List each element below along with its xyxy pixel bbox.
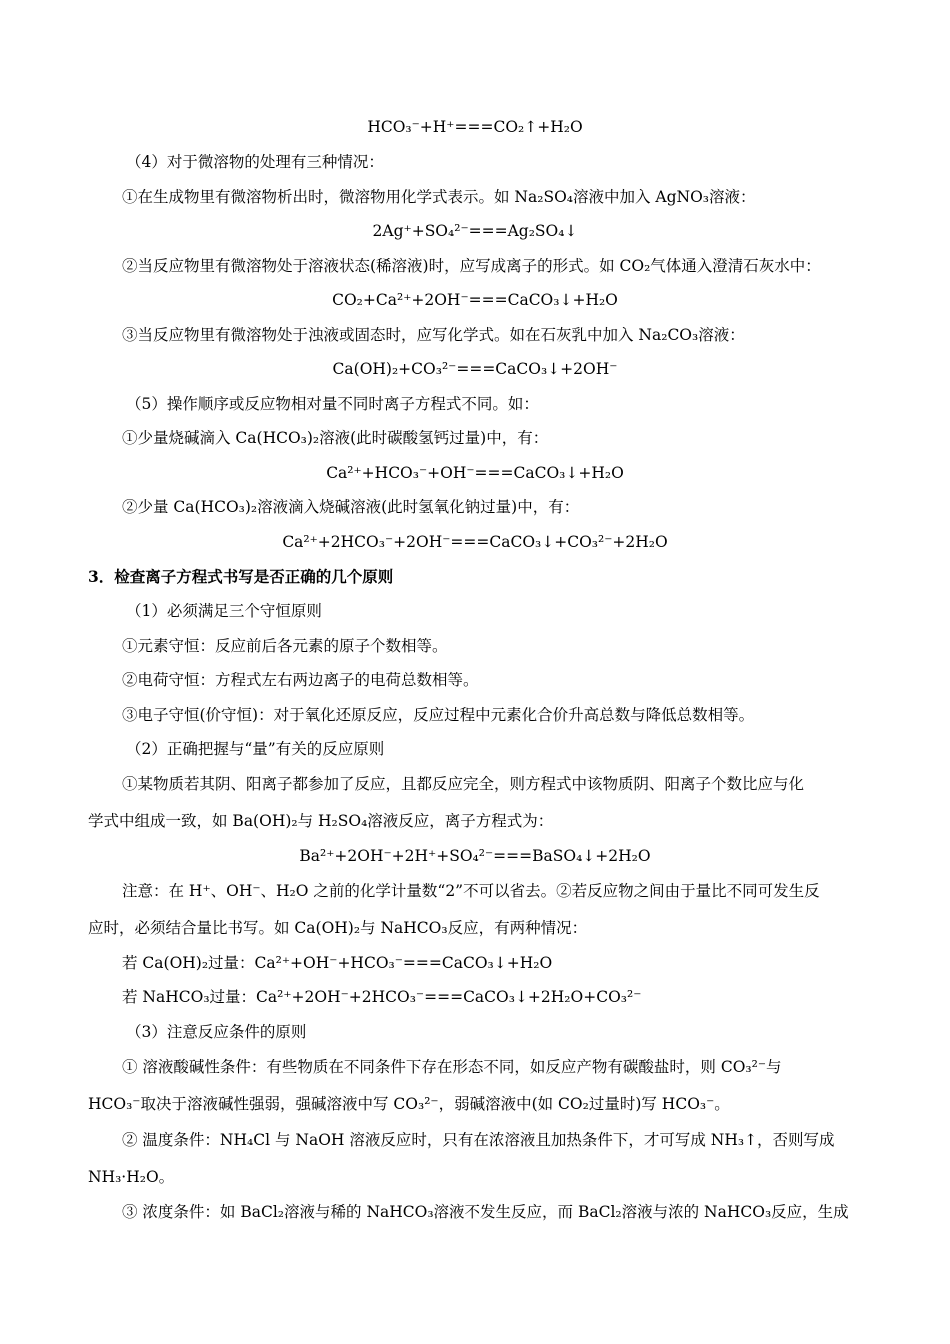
charge-conservation: ②电荷守恒：方程式左右两边离子的电荷总数相等。 [122, 671, 479, 689]
acidity-condition-line-2: HCO₃⁻取决于溶液碱性强弱，强碱溶液中写 CO₃²⁻，弱碱溶液中(如 CO₂过量时)写 HCO₃⁻。 [88, 1095, 730, 1113]
principle-1-heading: （1）必须满足三个守恒原则 [126, 602, 322, 620]
acidity-condition-line-1: ① 溶液酸碱性条件：有些物质在不同条件下存在形态不同，如反应产物有碳酸盐时，则 CO₃²⁻与 [122, 1058, 782, 1076]
equation-order-1: Ca²⁺+HCO₃⁻+OH⁻===CaCO₃↓+H₂O [326, 464, 624, 482]
section-3-heading: 3．检查离子方程式书写是否正确的几个原则 [88, 567, 394, 586]
note-text-line-1: 注意：在 H⁺、OH⁻、H₂O 之前的化学计量数“2”不可以省去。②若反应物之间由于量比不同可发生反 [122, 882, 820, 900]
equation-baso4: Ba²⁺+2OH⁻+2H⁺+SO₄²⁻===BaSO₄↓+2H₂O [299, 847, 651, 865]
order-case-2-text: ②少量 Ca(HCO₃)₂溶液滴入烧碱溶液(此时氢氧化钠过量)中，有： [122, 498, 580, 516]
section-4-heading: （4）对于微溶物的处理有三种情况： [126, 153, 384, 171]
equation-caoh2-co3: Ca(OH)₂+CO₃²⁻===CaCO₃↓+2OH⁻ [332, 360, 618, 378]
concentration-condition-line: ③ 浓度条件：如 BaCl₂溶液与稀的 NaHCO₃溶液不发生反应，而 BaCl₂溶液与浓的 NaHCO₃反应，生成 [122, 1203, 849, 1221]
equation-hco3-h: HCO₃⁻+H⁺===CO₂↑+H₂O [367, 118, 583, 136]
element-conservation: ①元素守恒：反应前后各元素的原子个数相等。 [122, 637, 448, 655]
equation-order-2: Ca²⁺+2HCO₃⁻+2OH⁻===CaCO₃↓+CO₃²⁻+2H₂O [282, 533, 668, 551]
principle-2-heading: （2）正确把握与“量”有关的反应原则 [126, 740, 385, 758]
case-3-text: ③当反应物里有微溶物处于浊液或固态时，应写化学式。如在石灰乳中加入 Na₂CO₃溶液： [122, 326, 745, 344]
case-2-text: ②当反应物里有微溶物处于溶液状态(稀溶液)时，应写成离子的形式。如 CO₂气体通入澄清石灰水中： [122, 257, 821, 275]
temperature-condition-line-1: ② 温度条件：NH₄Cl 与 NaOH 溶液反应时，只有在浓溶液且加热条件下，才可写成 NH₃↑，否则写成 [122, 1131, 835, 1149]
equation-co2-limewater: CO₂+Ca²⁺+2OH⁻===CaCO₃↓+H₂O [332, 291, 618, 309]
quantity-text-line-1: ①某物质若其阴、阳离子都参加了反应，且都反应完全，则方程式中该物质阴、阳离子个数比应与化 [122, 775, 805, 793]
order-case-1-text: ①少量烧碱滴入 Ca(HCO₃)₂溶液(此时碳酸氢钙过量)中，有： [122, 429, 549, 447]
nahco3-excess-equation: 若 NaHCO₃过量：Ca²⁺+2OH⁻+2HCO₃⁻===CaCO₃↓+2H₂O+CO₃²⁻ [122, 988, 642, 1006]
quantity-text-line-2: 学式中组成一致，如 Ba(OH)₂与 H₂SO₄溶液反应，离子方程式为： [88, 812, 554, 830]
temperature-condition-line-2: NH₃·H₂O。 [88, 1168, 175, 1186]
note-text-line-2: 应时，必须结合量比书写。如 Ca(OH)₂与 NaHCO₃反应，有两种情况： [88, 919, 588, 937]
equation-ag2so4: 2Ag⁺+SO₄²⁻===Ag₂SO₄↓ [372, 222, 578, 240]
electron-conservation: ③电子守恒(价守恒)：对于氧化还原反应，反应过程中元素化合价升高总数与降低总数相等。 [122, 706, 755, 724]
section-5-heading: （5）操作顺序或反应物相对量不同时离子方程式不同。如： [126, 395, 539, 413]
principle-3-heading: （3）注意反应条件的原则 [126, 1023, 307, 1041]
caoh2-excess-equation: 若 Ca(OH)₂过量：Ca²⁺+OH⁻+HCO₃⁻===CaCO₃↓+H₂O [122, 954, 553, 972]
case-1-text: ①在生成物里有微溶物析出时，微溶物用化学式表示。如 Na₂SO₄溶液中加入 AgNO₃溶液： [122, 188, 756, 206]
